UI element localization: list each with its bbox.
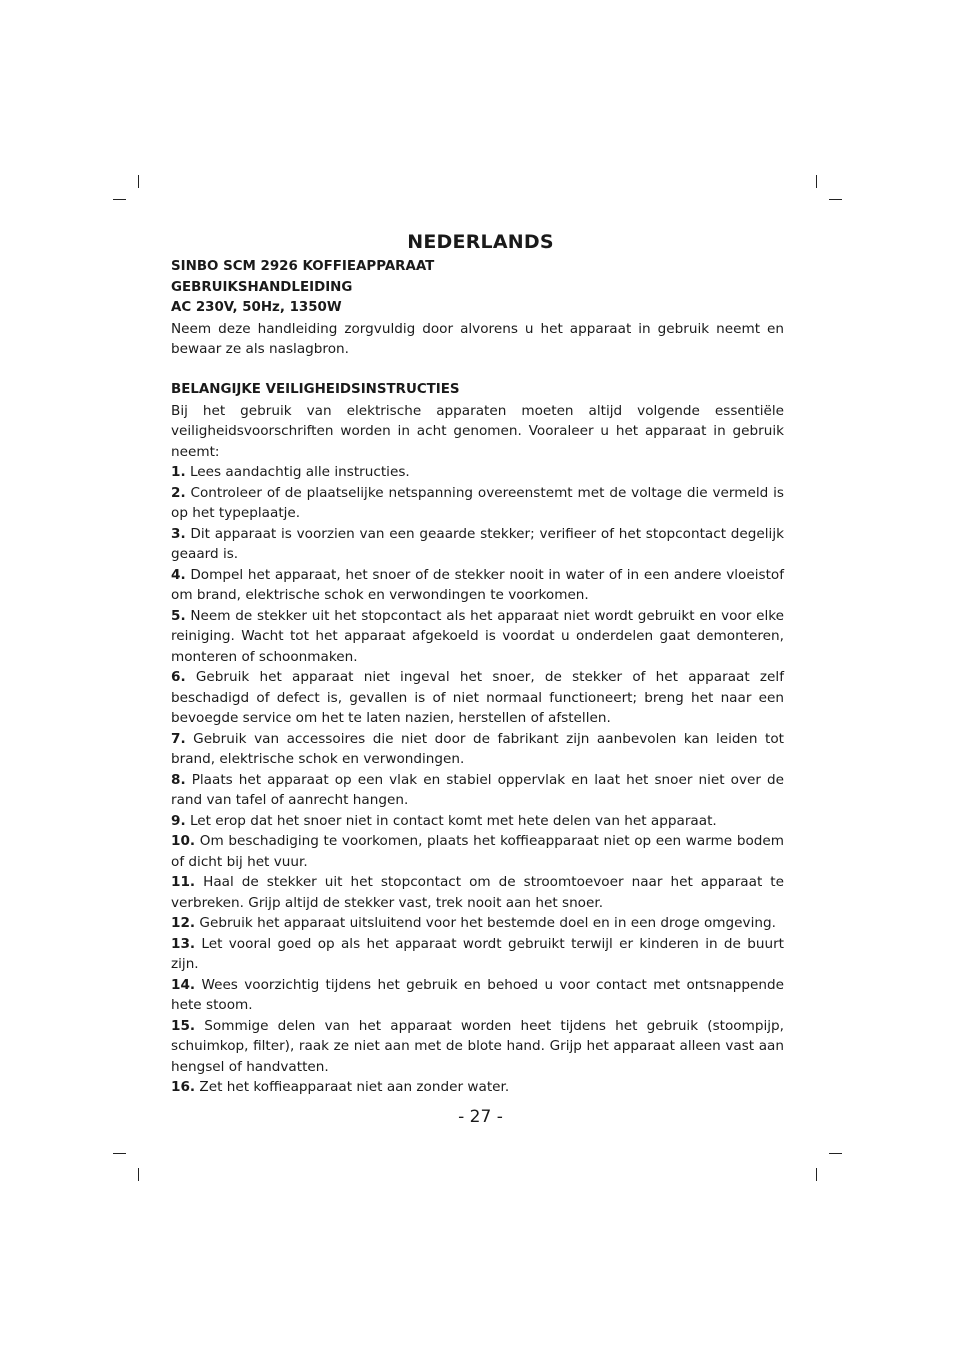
instruction-text: Gebruik het apparaat niet ingeval het snoer, de stekker of het apparaat zelf beschadigd of defect is, gevallen is of niet normaal functioneert; breng het naar een bevoegde service om het te laten nazien, herstellen of afstellen.: [171, 669, 784, 726]
instruction-text: Dompel het apparaat, het snoer of de stekker nooit in water of in een andere vloeistof om brand, elektrische schok en verwondingen te voorkomen.: [171, 566, 784, 603]
instruction-text: Let erop dat het snoer niet in contact komt met hete delen van het apparaat.: [189, 812, 717, 829]
instruction-item: [171, 831, 784, 872]
instruction-number: 15.: [171, 1017, 196, 1034]
page-number: - 27 -: [458, 1106, 503, 1127]
instruction-number: 2.: [171, 484, 186, 501]
instruction-item: [171, 606, 784, 668]
crop-mark-bottom-right-horizontal: [829, 1153, 842, 1154]
crop-mark-bottom-left-vertical: [138, 1168, 139, 1181]
instruction-item: [171, 934, 784, 975]
instruction-text: Zet het koffieapparaat niet aan zonder water.: [199, 1079, 510, 1095]
instruction-number: 7.: [171, 730, 186, 747]
instruction-item: [171, 483, 784, 524]
instruction-text: Sommige delen van het apparaat worden heet tijdens het gebruik (stoompijp, schuimkop, filter), raak ze niet aan met de blote hand. Grijp het apparaat alleen vast aan hengsel of handvatten.: [171, 1017, 784, 1075]
instruction-text: Let vooral goed op als het apparaat wordt gebruikt terwijl er kinderen in de buurt zijn.: [171, 935, 785, 972]
product-heading: SINBO SCM 2926 KOFFIEAPPARAAT: [171, 259, 435, 274]
instruction-item: [171, 565, 784, 606]
section-spacer: [171, 360, 784, 381]
instruction-text: Lees aandachtig alle instructies.: [189, 464, 410, 480]
instruction-number: 11.: [171, 874, 196, 890]
crop-mark-top-right-horizontal: [829, 199, 842, 200]
instruction-list: [171, 462, 784, 1098]
instruction-number: 9.: [171, 812, 186, 829]
crop-mark-top-left-vertical: [138, 175, 139, 188]
crop-mark-bottom-right-vertical: [816, 1168, 817, 1181]
language-title: NEDERLANDS: [407, 231, 554, 253]
instruction-item: [171, 667, 784, 729]
safety-heading: BELANGIJKE VEILIGHEIDSINSTRUCTIES: [171, 382, 460, 397]
instruction-item: [171, 770, 784, 811]
manual-heading: GEBRUIKSHANDLEIDING: [171, 279, 353, 295]
instruction-text: Gebruik van accessoires die niet door de fabrikant zijn aanbevolen kan leiden tot brand, elektrische schok en verwondingen.: [171, 730, 784, 767]
instruction-item: [171, 811, 784, 832]
crop-mark-top-left-horizontal: [113, 199, 126, 200]
instruction-item: [171, 524, 784, 565]
instruction-item: [171, 1016, 784, 1078]
instruction-text: Gebruik het apparaat uitsluitend voor het bestemde doel en in een droge omgeving.: [199, 915, 776, 931]
instruction-number: 16.: [171, 1079, 196, 1095]
instruction-number: 12.: [171, 915, 196, 931]
crop-mark-top-right-vertical: [816, 175, 817, 188]
instruction-text: Neem de stekker uit het stopcontact als het apparaat niet wordt gebruikt en voor elke reiniging. Wacht tot het apparaat afgekoeld is voordat u onderdelen gaat demonteren, monteren of schoonmaken.: [171, 607, 784, 665]
instruction-item: [171, 1077, 784, 1098]
instruction-number: 8.: [171, 771, 186, 788]
safety-intro-paragraph: Bij het gebruik van elektrische apparaten moeten altijd volgende essentiële veiligheidsvoorschriften worden in acht genomen. Vooraleer u het apparaat in gebruik neemt:: [171, 402, 784, 460]
manual-page-content: [171, 230, 784, 1128]
instruction-text: Haal de stekker uit het stopcontact om de stroomtoevoer naar het apparaat te verbreken. Grijp altijd de stekker vast, trek nooit aan het snoer.: [171, 874, 784, 911]
instruction-text: Plaats het apparaat op een vlak en stabiel oppervlak en laat het snoer niet over de rand van tafel of aanrecht hangen.: [171, 771, 784, 808]
instruction-text: Om beschadiging te voorkomen, plaats het koffieapparaat niet op een warme bodem of dicht bij het vuur.: [171, 833, 784, 870]
instruction-number: 10.: [171, 833, 196, 849]
intro-paragraph: Neem deze handleiding zorgvuldig door alvorens u het apparaat in gebruik neemt en bewaar ze als naslagbron.: [171, 320, 784, 357]
instruction-item: [171, 975, 784, 1016]
instruction-item: [171, 462, 784, 483]
instruction-text: Dit apparaat is voorzien van een geaarde stekker; verifieer of het stopcontact degelijk geaard is.: [171, 525, 784, 562]
instruction-item: [171, 913, 784, 934]
instruction-number: 3.: [171, 525, 186, 542]
instruction-text: Wees voorzichtig tijdens het gebruik en behoed u voor contact met ontsnappende hete stoom.: [171, 976, 785, 1013]
crop-mark-bottom-left-horizontal: [113, 1153, 126, 1154]
instruction-item: [171, 872, 784, 913]
instruction-number: 13.: [171, 935, 196, 952]
instruction-number: 6.: [171, 669, 186, 685]
instruction-number: 1.: [171, 464, 186, 480]
instruction-item: [171, 729, 784, 770]
instruction-number: 5.: [171, 607, 186, 624]
instruction-number: 14.: [171, 976, 196, 993]
instruction-text: Controleer of de plaatselijke netspanning overeenstemt met de voltage die vermeld is op het typeplaatje.: [171, 484, 784, 521]
specs-heading: AC 230V, 50Hz, 1350W: [171, 300, 342, 315]
instruction-number: 4.: [171, 566, 186, 583]
